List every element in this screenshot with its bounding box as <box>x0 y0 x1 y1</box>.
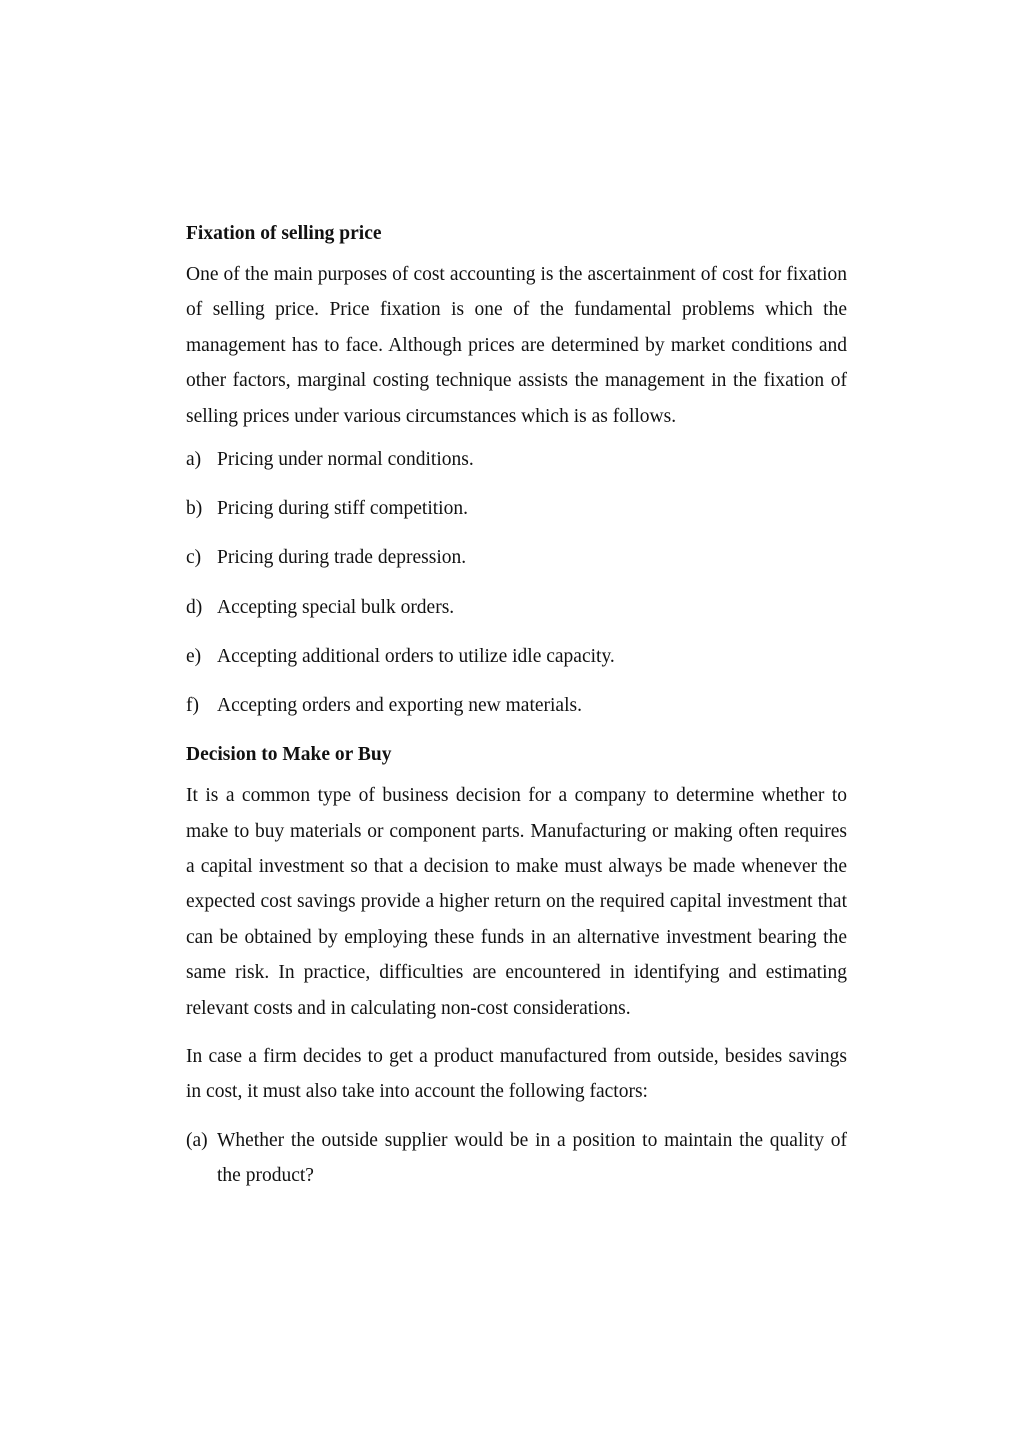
list-item <box>186 447 847 473</box>
list-item-text: Pricing during stiff competition. <box>217 498 468 520</box>
list-marker: c) <box>186 547 202 569</box>
list-item-text: Accepting additional orders to utilize idle capacity. <box>217 645 615 667</box>
paragraph-make-or-buy-intro: It is a common type of business decision for a company to determine whether to make to buy materials or component parts. Manufacturing or making often requires a capital investment so that a decision to make must always be made whenever the expected cost savings provide a higher return on the required capital investment that can be obtained by employing these funds in an alternative investment bearing the same risk. In practice, difficulties are encountered in identifying and estimating relevant costs and in calculating non-cost considerations. <box>186 785 847 1019</box>
list-marker: e) <box>186 645 202 667</box>
section-heading-fixation-of-selling-price: Fixation of selling price <box>186 223 382 244</box>
document-page <box>186 221 847 1194</box>
factor-marker: (a) <box>186 1129 208 1151</box>
list-item <box>186 644 847 670</box>
list-item <box>186 545 847 571</box>
paragraph-outside-manufacture: In case a firm decides to get a product manufactured from outside, besides savings in cost, it must also take into account the following factors: <box>186 1046 847 1103</box>
factor-item <box>186 1123 847 1194</box>
list-item-text: Pricing during trade depression. <box>217 547 467 569</box>
list-item-text: Accepting orders and exporting new materials. <box>217 694 582 716</box>
list-marker: f) <box>186 694 199 716</box>
list-marker: b) <box>186 498 203 520</box>
list-item <box>186 595 847 621</box>
factor-text: Whether the outside supplier would be in a position to maintain the quality of the product? <box>217 1129 847 1187</box>
list-marker: a) <box>186 449 202 471</box>
paragraph-fixation-intro: One of the main purposes of cost accounting is the ascertainment of cost for fixation of selling price. Price fixation is one of the fundamental problems which the management has to face. Although prices are determined by market conditions and other factors, marginal costing technique assists the management in the fixation of selling prices under various circumstances which is as follows. <box>186 264 847 427</box>
list-item <box>186 496 847 522</box>
pricing-circumstances-list <box>186 447 847 719</box>
list-item-text: Pricing under normal conditions. <box>217 449 474 471</box>
list-item-text: Accepting special bulk orders. <box>217 596 455 618</box>
list-item <box>186 693 847 719</box>
section-heading-decision-to-make-or-buy: Decision to Make or Buy <box>186 744 392 766</box>
list-marker: d) <box>186 596 203 618</box>
